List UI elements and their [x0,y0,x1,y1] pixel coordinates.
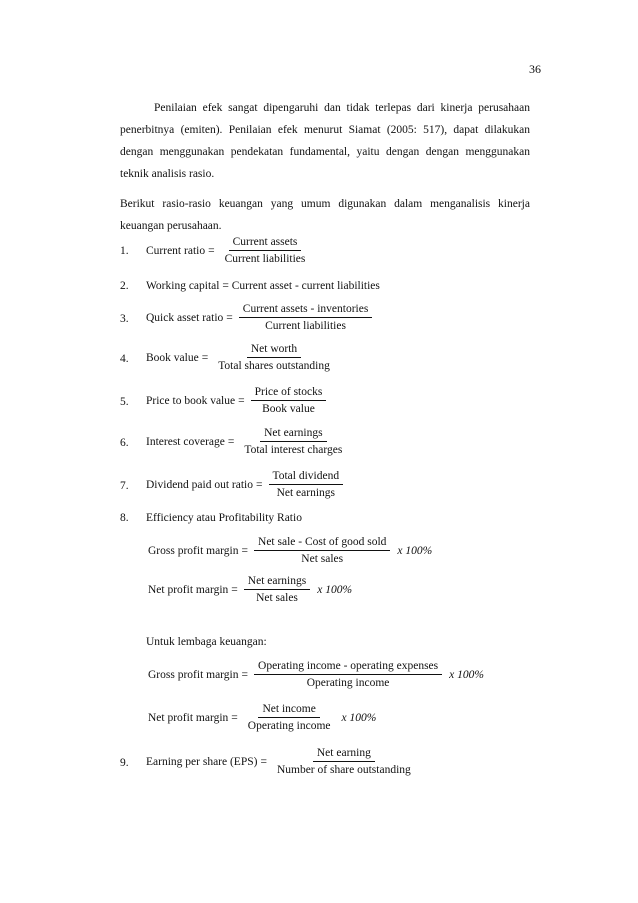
formula-dividend-payout-ratio [146,470,346,499]
fraction [240,427,346,456]
numerator: Net worth [247,343,301,358]
equals-sign: = [208,244,215,257]
fraction [244,575,310,604]
denominator: Current liabilities [265,320,346,332]
formula-label: Earning per share (EPS) [146,755,258,768]
fraction [254,536,390,565]
numerator: Operating income - operating expenses [254,660,442,675]
denominator: Operating income [306,677,390,689]
item-7-number: 7. [120,480,129,492]
equals-sign: = [231,583,238,596]
numerator: Current assets - inventories [239,303,373,318]
denominator: Total shares outstanding [218,360,330,372]
equals-sign: = [238,394,245,407]
formula-label: Dividend paid out ratio [146,478,253,491]
item-1-number: 1. [120,245,129,257]
formula-label: Interest coverage [146,435,225,448]
numerator: Net earnings [244,575,310,590]
formula-label: Gross profit margin [148,544,239,557]
section-heading [146,512,302,524]
formula-book-value [146,343,337,372]
formula-label: Book value [146,351,199,364]
numerator: Current assets [229,236,302,251]
item-8-number: 8. [120,512,129,524]
fraction [254,660,442,689]
formula-earning-per-share [146,747,418,776]
denominator: Number of share outstanding [276,764,411,776]
fraction [221,236,310,265]
denominator: Current liabilities [224,253,306,265]
formula-gross-profit-margin-financial [148,660,484,689]
denominator: Net sales [256,592,298,604]
multiplier: x 100% [397,544,433,557]
formula-price-to-book-value [146,386,329,415]
formula-text: Working capital = Current asset - current liabilities [146,280,380,292]
fraction [251,386,327,415]
equals-sign: = [201,351,209,364]
numerator: Price of stocks [251,386,327,401]
denominator: Total interest charges [244,444,343,456]
formula-label: Gross profit margin [148,668,239,681]
formula-label: Net profit margin [148,583,229,596]
formula-quick-asset-ratio [146,303,375,332]
fraction [214,343,334,372]
formula-working-capital [146,280,380,292]
item-9-number: 9. [120,757,129,769]
item-2-number: 2. [120,280,129,292]
denominator: Net earnings [276,487,336,499]
item-6-number: 6. [120,437,129,449]
denominator: Net sales [301,553,344,565]
formula-label: Current ratio [146,244,206,257]
item-5-number: 5. [120,396,129,408]
equals-sign: = [226,311,233,324]
formula-label: Quick asset ratio [146,311,224,324]
page-number: 36 [529,62,541,76]
numerator: Net sale - Cost of good sold [254,536,390,551]
formula-net-profit-margin-financial [148,703,376,732]
numerator: Net earnings [260,427,326,442]
formula-label: Price to book value [146,394,236,407]
fraction [244,703,335,732]
formula-current-ratio [146,236,312,265]
formula-interest-coverage [146,427,349,456]
equals-sign: = [231,711,238,724]
denominator: Book value [262,403,315,415]
sub-heading-text: Untuk lembaga keuangan: [146,636,267,648]
equals-sign: = [256,478,263,491]
item-3-number: 3. [120,313,129,325]
ratio-intro-paragraph: Berikut rasio-rasio keuangan yang umum digunakan dalam menganalisis kinerja keuangan perusahaan. [120,198,530,232]
fraction [273,747,415,776]
heading-text: Efficiency atau Profitability Ratio [146,512,302,524]
multiplier: x 100% [449,668,484,681]
item-4-number: 4. [120,353,129,365]
numerator: Total dividend [269,470,344,485]
sub-heading [146,636,267,648]
multiplier: x 100% [317,583,353,596]
multiplier: x 100% [341,711,377,724]
formula-net-profit-margin [148,575,352,604]
fraction [239,303,373,332]
numerator: Net income [258,703,319,718]
equals-sign: = [227,435,235,448]
formula-gross-profit-margin [148,536,432,565]
fraction [269,470,344,499]
equals-sign: = [260,755,267,768]
equals-sign: = [241,544,249,557]
numerator: Net earning [313,747,375,762]
equals-sign: = [241,668,249,681]
denominator: Operating income [247,720,331,732]
intro-paragraph: Penilaian efek sangat dipengaruhi dan tidak terlepas dari kinerja perusahaan penerbitnya (emiten). Penilaian efek menurut Siamat (2005: 517), dapat dilakukan dengan menggunakan pendekatan fundamental, yaitu dengan dengan menggunakan teknik analisis rasio. [120,102,530,180]
formula-label: Net profit margin [148,711,229,724]
